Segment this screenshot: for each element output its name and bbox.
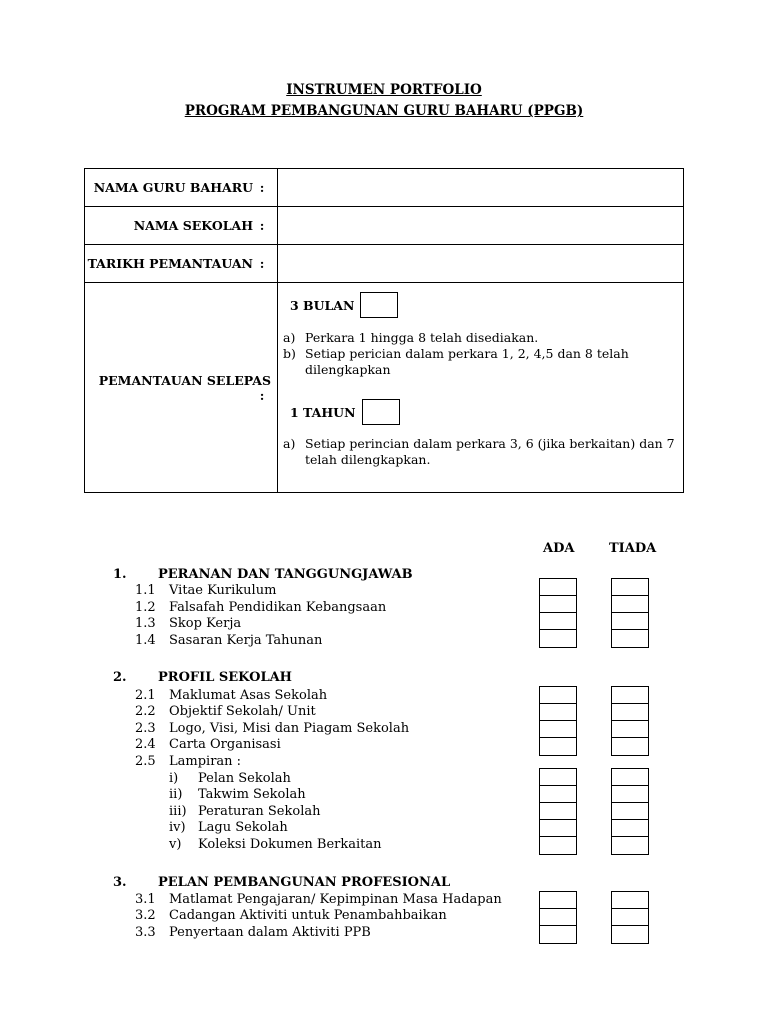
item-text: Perkara 1 hingga 8 telah disediakan. — [305, 329, 539, 345]
section-2-ada-checkboxes-a — [539, 686, 577, 756]
monitoring-periods — [278, 284, 683, 492]
info-row-school-name — [85, 207, 684, 245]
item-2-4-text: Carta Organisasi — [169, 737, 281, 752]
colon: : — [259, 218, 265, 233]
checkbox-tiada-2-5-iii[interactable] — [612, 803, 648, 820]
item-3-2-number: 3.2 — [135, 908, 156, 923]
school-name-field[interactable] — [278, 207, 684, 245]
item-marker: b) — [283, 345, 296, 361]
period-3-months-title: 3 BULAN — [290, 297, 355, 313]
section-1-tiada-checkboxes — [611, 578, 649, 648]
item-2-3-text: Logo, Visi, Misi dan Piagam Sekolah — [169, 721, 410, 736]
item-2-1-text: Maklumat Asas Sekolah — [169, 688, 328, 703]
checkbox-ada-2-5-i[interactable] — [540, 769, 576, 786]
subitem-iii-number: iii) — [169, 804, 187, 819]
checkbox-tiada-1-4[interactable] — [612, 630, 648, 647]
column-header-tiada: TIADA — [609, 541, 657, 556]
checkbox-tiada-1-3[interactable] — [612, 613, 648, 630]
school-name-label: NAMA SEKOLAH — [133, 218, 253, 233]
item-2-3-number: 2.3 — [135, 721, 156, 736]
checkbox-tiada-2-5-i[interactable] — [612, 769, 648, 786]
item-marker: a) — [283, 435, 296, 451]
item-1-3-number: 1.3 — [135, 616, 156, 631]
item-1-2-text: Falsafah Pendidikan Kebangsaan — [169, 600, 387, 615]
checkbox-tiada-2-5-v[interactable] — [612, 837, 648, 854]
colon: : — [259, 387, 265, 403]
checkbox-tiada-2-2[interactable] — [612, 704, 648, 721]
checkbox-ada-2-4[interactable] — [540, 738, 576, 755]
item-3-3-number: 3.3 — [135, 925, 156, 940]
checkbox-tiada-3-1[interactable] — [612, 892, 648, 909]
item-2-5-number: 2.5 — [135, 754, 156, 769]
checkbox-ada-1-1[interactable] — [540, 579, 576, 596]
item-1-1-text: Vitae Kurikulum — [169, 583, 277, 598]
item-1-2-number: 1.2 — [135, 600, 156, 615]
item-text: Setiap perincian dalam perkara 3, 6 (jika berkaitan) dan 7 telah dilengkapkan. — [305, 435, 675, 467]
column-header-ada: ADA — [543, 541, 575, 556]
section-3-ada-checkboxes — [539, 891, 577, 944]
item-3-2-text: Cadangan Aktiviti untuk Penambahbaikan — [169, 908, 447, 923]
subitem-iv-text: Lagu Sekolah — [198, 820, 288, 835]
item-text: Setiap perician dalam perkara 1, 2, 4,5 dan 8 telah dilengkapkan — [305, 345, 629, 377]
item-1-3-text: Skop Kerja — [169, 616, 242, 631]
monitoring-date-label: TARIKH PEMANTAUAN — [87, 256, 253, 271]
section-2-number: 2. — [113, 670, 127, 685]
item-1-4-text: Sasaran Kerja Tahunan — [169, 633, 323, 648]
checkbox-ada-3-3[interactable] — [540, 926, 576, 943]
item-2-4-number: 2.4 — [135, 737, 156, 752]
subitem-iv-number: iv) — [169, 820, 186, 835]
section-3-title: PELAN PEMBANGUNAN PROFESIONAL — [158, 875, 451, 890]
colon: : — [259, 180, 265, 195]
section-2-title: PROFIL SEKOLAH — [158, 670, 292, 685]
subitem-iii-text: Peraturan Sekolah — [198, 804, 321, 819]
checkbox-tiada-1-1[interactable] — [612, 579, 648, 596]
checkbox-ada-1-4[interactable] — [540, 630, 576, 647]
checkbox-ada-2-5-iv[interactable] — [540, 820, 576, 837]
item-2-2-number: 2.2 — [135, 704, 156, 719]
item-2-5-text: Lampiran : — [169, 754, 242, 769]
section-2-ada-checkboxes-b — [539, 768, 577, 855]
teacher-name-label: NAMA GURU BAHARU — [93, 180, 253, 195]
subitem-i-number: i) — [169, 771, 179, 786]
info-row-monitoring-date — [85, 245, 684, 283]
checkbox-ada-2-1[interactable] — [540, 687, 576, 704]
subitem-ii-text: Takwim Sekolah — [198, 787, 306, 802]
item-2-1-number: 2.1 — [135, 688, 156, 703]
checkbox-tiada-2-3[interactable] — [612, 721, 648, 738]
section-1-number: 1. — [113, 567, 127, 582]
section-1-ada-checkboxes — [539, 578, 577, 648]
checkbox-ada-1-3[interactable] — [540, 613, 576, 630]
item-1-4-number: 1.4 — [135, 633, 156, 648]
monitoring-date-field[interactable] — [278, 245, 684, 283]
section-2-tiada-checkboxes-b — [611, 768, 649, 855]
colon: : — [259, 256, 265, 271]
checkbox-ada-2-5-ii[interactable] — [540, 786, 576, 803]
item-3-1-text: Matlamat Pengajaran/ Kepimpinan Masa Hadapan — [169, 892, 502, 907]
item-1-1-number: 1.1 — [135, 583, 156, 598]
section-1-title: PERANAN DAN TANGGUNGJAWAB — [158, 567, 413, 582]
checkbox-ada-2-2[interactable] — [540, 704, 576, 721]
document-title: INSTRUMEN PORTFOLIO — [286, 82, 482, 98]
checkbox-ada-2-3[interactable] — [540, 721, 576, 738]
document-subtitle: PROGRAM PEMBANGUNAN GURU BAHARU (PPGB) — [184, 103, 584, 119]
checkbox-tiada-2-5-iv[interactable] — [612, 820, 648, 837]
checkbox-ada-3-1[interactable] — [540, 892, 576, 909]
checkbox-tiada-2-5-ii[interactable] — [612, 786, 648, 803]
checkbox-tiada-2-1[interactable] — [612, 687, 648, 704]
subitem-ii-number: ii) — [169, 787, 183, 802]
info-row-teacher-name — [85, 169, 684, 207]
checkbox-tiada-2-4[interactable] — [612, 738, 648, 755]
teacher-name-field[interactable] — [278, 169, 684, 207]
item-2-2-text: Objektif Sekolah/ Unit — [169, 704, 316, 719]
item-marker: a) — [283, 329, 296, 345]
item-3-3-text: Penyertaan dalam Aktiviti PPB — [169, 925, 371, 940]
checkbox-ada-1-2[interactable] — [540, 596, 576, 613]
teacher-info-table — [84, 168, 684, 493]
section-2-tiada-checkboxes-a — [611, 686, 649, 756]
section-3-tiada-checkboxes — [611, 891, 649, 944]
item-3-1-number: 3.1 — [135, 892, 156, 907]
period-1-year-title: 1 TAHUN — [290, 404, 356, 420]
monitoring-after-label: PEMANTAUAN SELEPAS — [98, 372, 271, 388]
period-1-year-checkbox[interactable] — [362, 399, 400, 425]
subitem-i-text: Pelan Sekolah — [198, 771, 291, 786]
checkbox-tiada-3-2[interactable] — [612, 909, 648, 926]
subitem-v-number: v) — [169, 837, 182, 852]
checkbox-tiada-3-3[interactable] — [612, 926, 648, 943]
info-row-monitoring — [85, 283, 684, 493]
checkbox-tiada-1-2[interactable] — [612, 596, 648, 613]
checkbox-ada-3-2[interactable] — [540, 909, 576, 926]
checkbox-ada-2-5-iii[interactable] — [540, 803, 576, 820]
subitem-v-text: Koleksi Dokumen Berkaitan — [198, 837, 382, 852]
section-3-number: 3. — [113, 875, 127, 890]
checkbox-ada-2-5-v[interactable] — [540, 837, 576, 854]
period-3-months-checkbox[interactable] — [360, 292, 398, 318]
